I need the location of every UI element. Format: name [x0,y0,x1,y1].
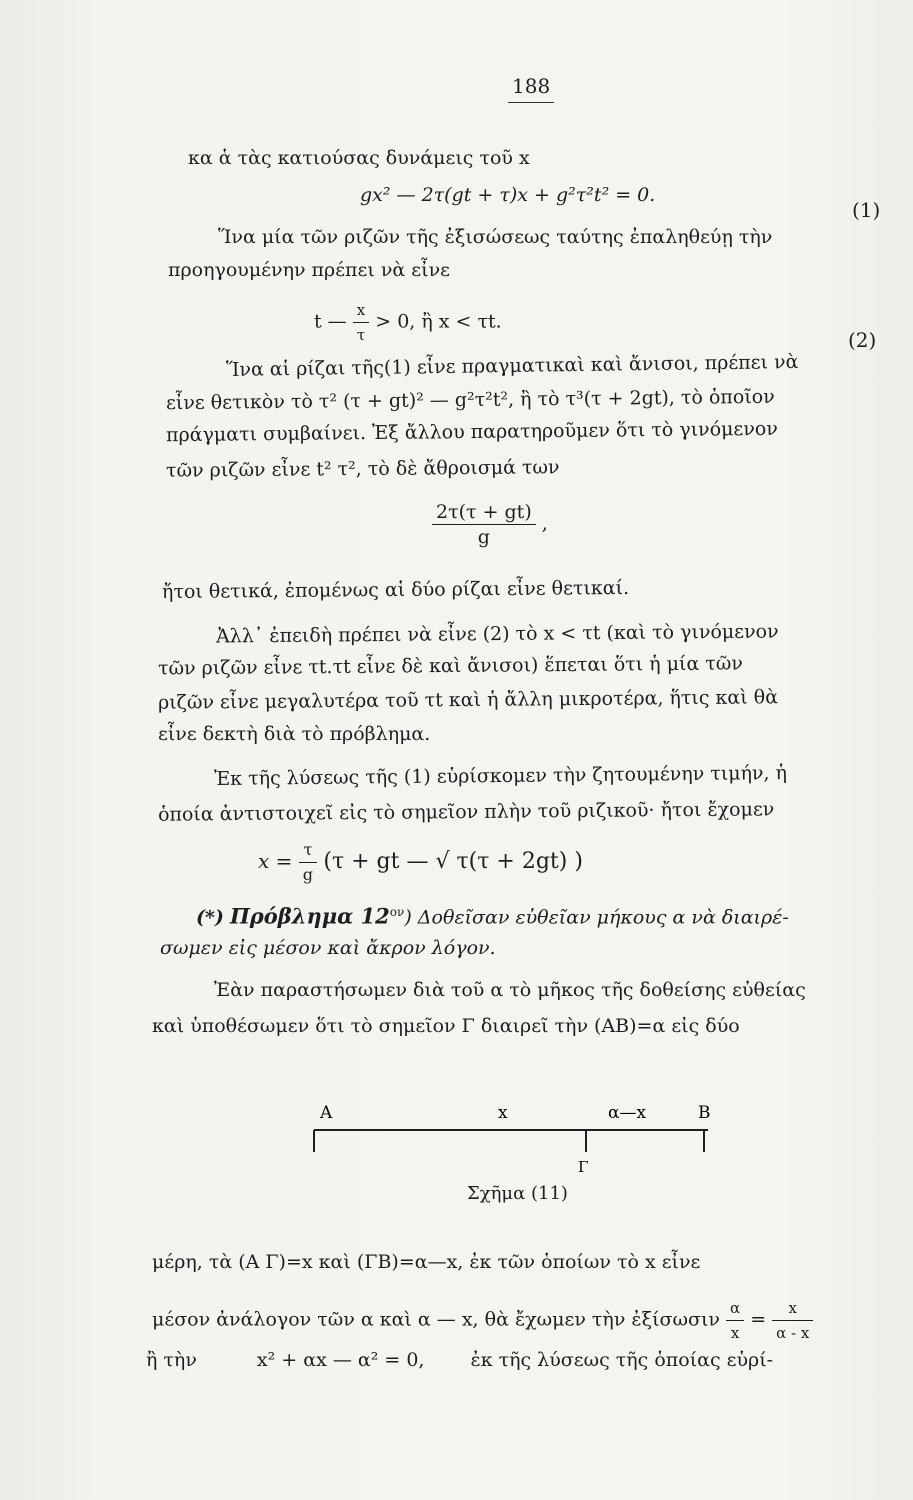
sum-frac-den: g [477,526,490,548]
label-a: A [320,1103,333,1123]
ratio-equals: = [750,1308,767,1331]
problem-statement: ) Δοθεῖσαν εὐθεῖαν μήκους α νὰ διαιρέ- [404,906,789,929]
l25-prefix: ἢ τὴν [146,1349,197,1371]
equation-1: gx² — 2τ(gt + τ)x + g²τ²t² = 0. [360,184,656,206]
text-line: Ἐὰν παραστήσωμεν διὰ τοῦ α τὸ μῆκος τῆς δοθείσης εὐθείας [214,979,806,1001]
text-line: τῶν ριζῶν εἶνε τt.τt εἶνε δὲ καὶ ἄνισοι) ἕπεται ὅτι ἡ μία τῶν [157,652,743,680]
eq2-left: t — [314,310,347,333]
text-line-with-fractions [152,1296,813,1345]
equation-number-2: (2) [848,328,877,352]
f2-num: x [772,1296,813,1321]
eq3-frac-den: g [302,865,314,884]
text-line: σωμεν εἰς μέσον καὶ ἄκρον λόγον. [160,937,496,959]
text-line: Ἐκ τῆς λύσεως τῆς (1) εὑρίσκομεν τὴν ζητουμένην τιμήν, ἡ [213,762,788,790]
ratio-fraction-1 [726,1296,744,1345]
equation-solution [258,838,583,887]
l25-suffix: ἐκ τῆς λύσεως τῆς ὁποίας εὑρί- [470,1349,774,1371]
quadratic-equation: x² + αx — α² = 0, [256,1349,425,1371]
label-b: B [698,1103,711,1123]
page-number: 188 [508,74,554,103]
footnote-marker: (*) [196,906,224,929]
text-line: τῶν ριζῶν εἶνε t² τ², τὸ δὲ ἄθροισμά των [165,456,560,482]
equation-sum-of-roots [432,500,548,549]
eq2-frac-den: τ [356,326,366,344]
f1-num: α [726,1296,744,1321]
text-line: ἤτοι θετικά, ἐπομένως αἱ δύο ρίζαι εἶνε θετικαί. [161,576,630,604]
eq3-fraction [299,838,317,887]
figure-caption: Σχῆμα (11) [467,1183,568,1204]
problem-heading [196,900,789,929]
text-line: κα ἁ τὰς κατιούσας δυνάμεις τοῦ x [188,147,530,169]
text-line: καὶ ὑποθέσωμεν ὅτι τὸ σημεῖον Γ διαιρεῖ τὴν (AB)=α εἰς δύο [152,1015,740,1037]
text-line: ὁποία ἀντιστοιχεῖ εἰς τὸ σημεῖον πλὴν τοῦ ριζικοῦ· ἤτοι ἔχομεν [157,798,775,826]
text-line [146,1348,773,1372]
ratio-fraction-2 [772,1296,813,1345]
eq3-lhs: x = [258,849,293,873]
text-line: μέρη, τὰ (A Γ)=x καὶ (ΓB)=α—x, ἐκ τῶν ὁποίων τὸ x εἶνε [152,1251,701,1273]
sum-frac-num: 2τ(τ + gt) [432,500,536,525]
eq3-rhs: (τ + gt — √ τ(τ + 2gt) ) [323,849,583,874]
equation-2 [314,298,502,347]
text-line: Ἀλλ᾽ ἐπειδὴ πρέπει νὰ εἶνε (2) τὸ x < τt (καὶ τὸ γινόμενον [215,620,779,648]
text-line: Ἵνα αἱ ρίζαι τῆς(1) εἶνε πραγματικαὶ καὶ ἄνισοι, πρέπει νὰ [225,351,799,381]
eq2-frac-num: x [353,298,369,323]
text-line: ριζῶν εἶνε μεγαλυτέρα τοῦ τt καὶ ἡ ἄλλη μικροτέρα, ἥτις καὶ θὰ [157,686,779,714]
sum-fraction [432,500,536,549]
eq2-fraction [353,298,369,347]
f2-den: α - x [776,1324,810,1342]
equation-number-1: (1) [852,198,881,222]
text-line: εἶνε δεκτὴ διὰ τὸ πρόβλημα. [158,723,431,745]
label-g: Γ [578,1158,589,1176]
text-line: προηγουμένην πρέπει νὰ εἶνε [168,259,450,281]
l24-text: μέσον ἀνάλογον τῶν α καὶ α — x, θὰ ἔχωμεν τὴν ἐξίσωσιν [152,1308,720,1331]
label-x: x [498,1103,508,1123]
text-line: εἶνε θετικὸν τὸ τ² (τ + gt)² — g²τ²t², ἢ τὸ τ³(τ + 2gt), τὸ ὁποῖον [165,385,775,415]
eq3-frac-num: τ [299,838,317,863]
eq2-right: > 0, ἢ x < τt. [375,310,502,333]
sum-frac-tail: , [541,512,548,535]
text-line: Ἵνα μία τῶν ριζῶν τῆς ἐξισώσεως ταύτης ἐπαληθεύῃ τὴν [218,226,773,248]
label-a-minus-x: α—x [608,1103,647,1123]
problem-sup: ον [389,905,405,919]
problem-title: Πρόβλημα 12 [229,903,390,929]
text-line: πράγματι συμβαίνει. Ἐξ ἄλλου παρατηροῦμεν ὅτι τὸ γινόμενον [165,417,778,447]
f1-den: x [730,1324,740,1342]
